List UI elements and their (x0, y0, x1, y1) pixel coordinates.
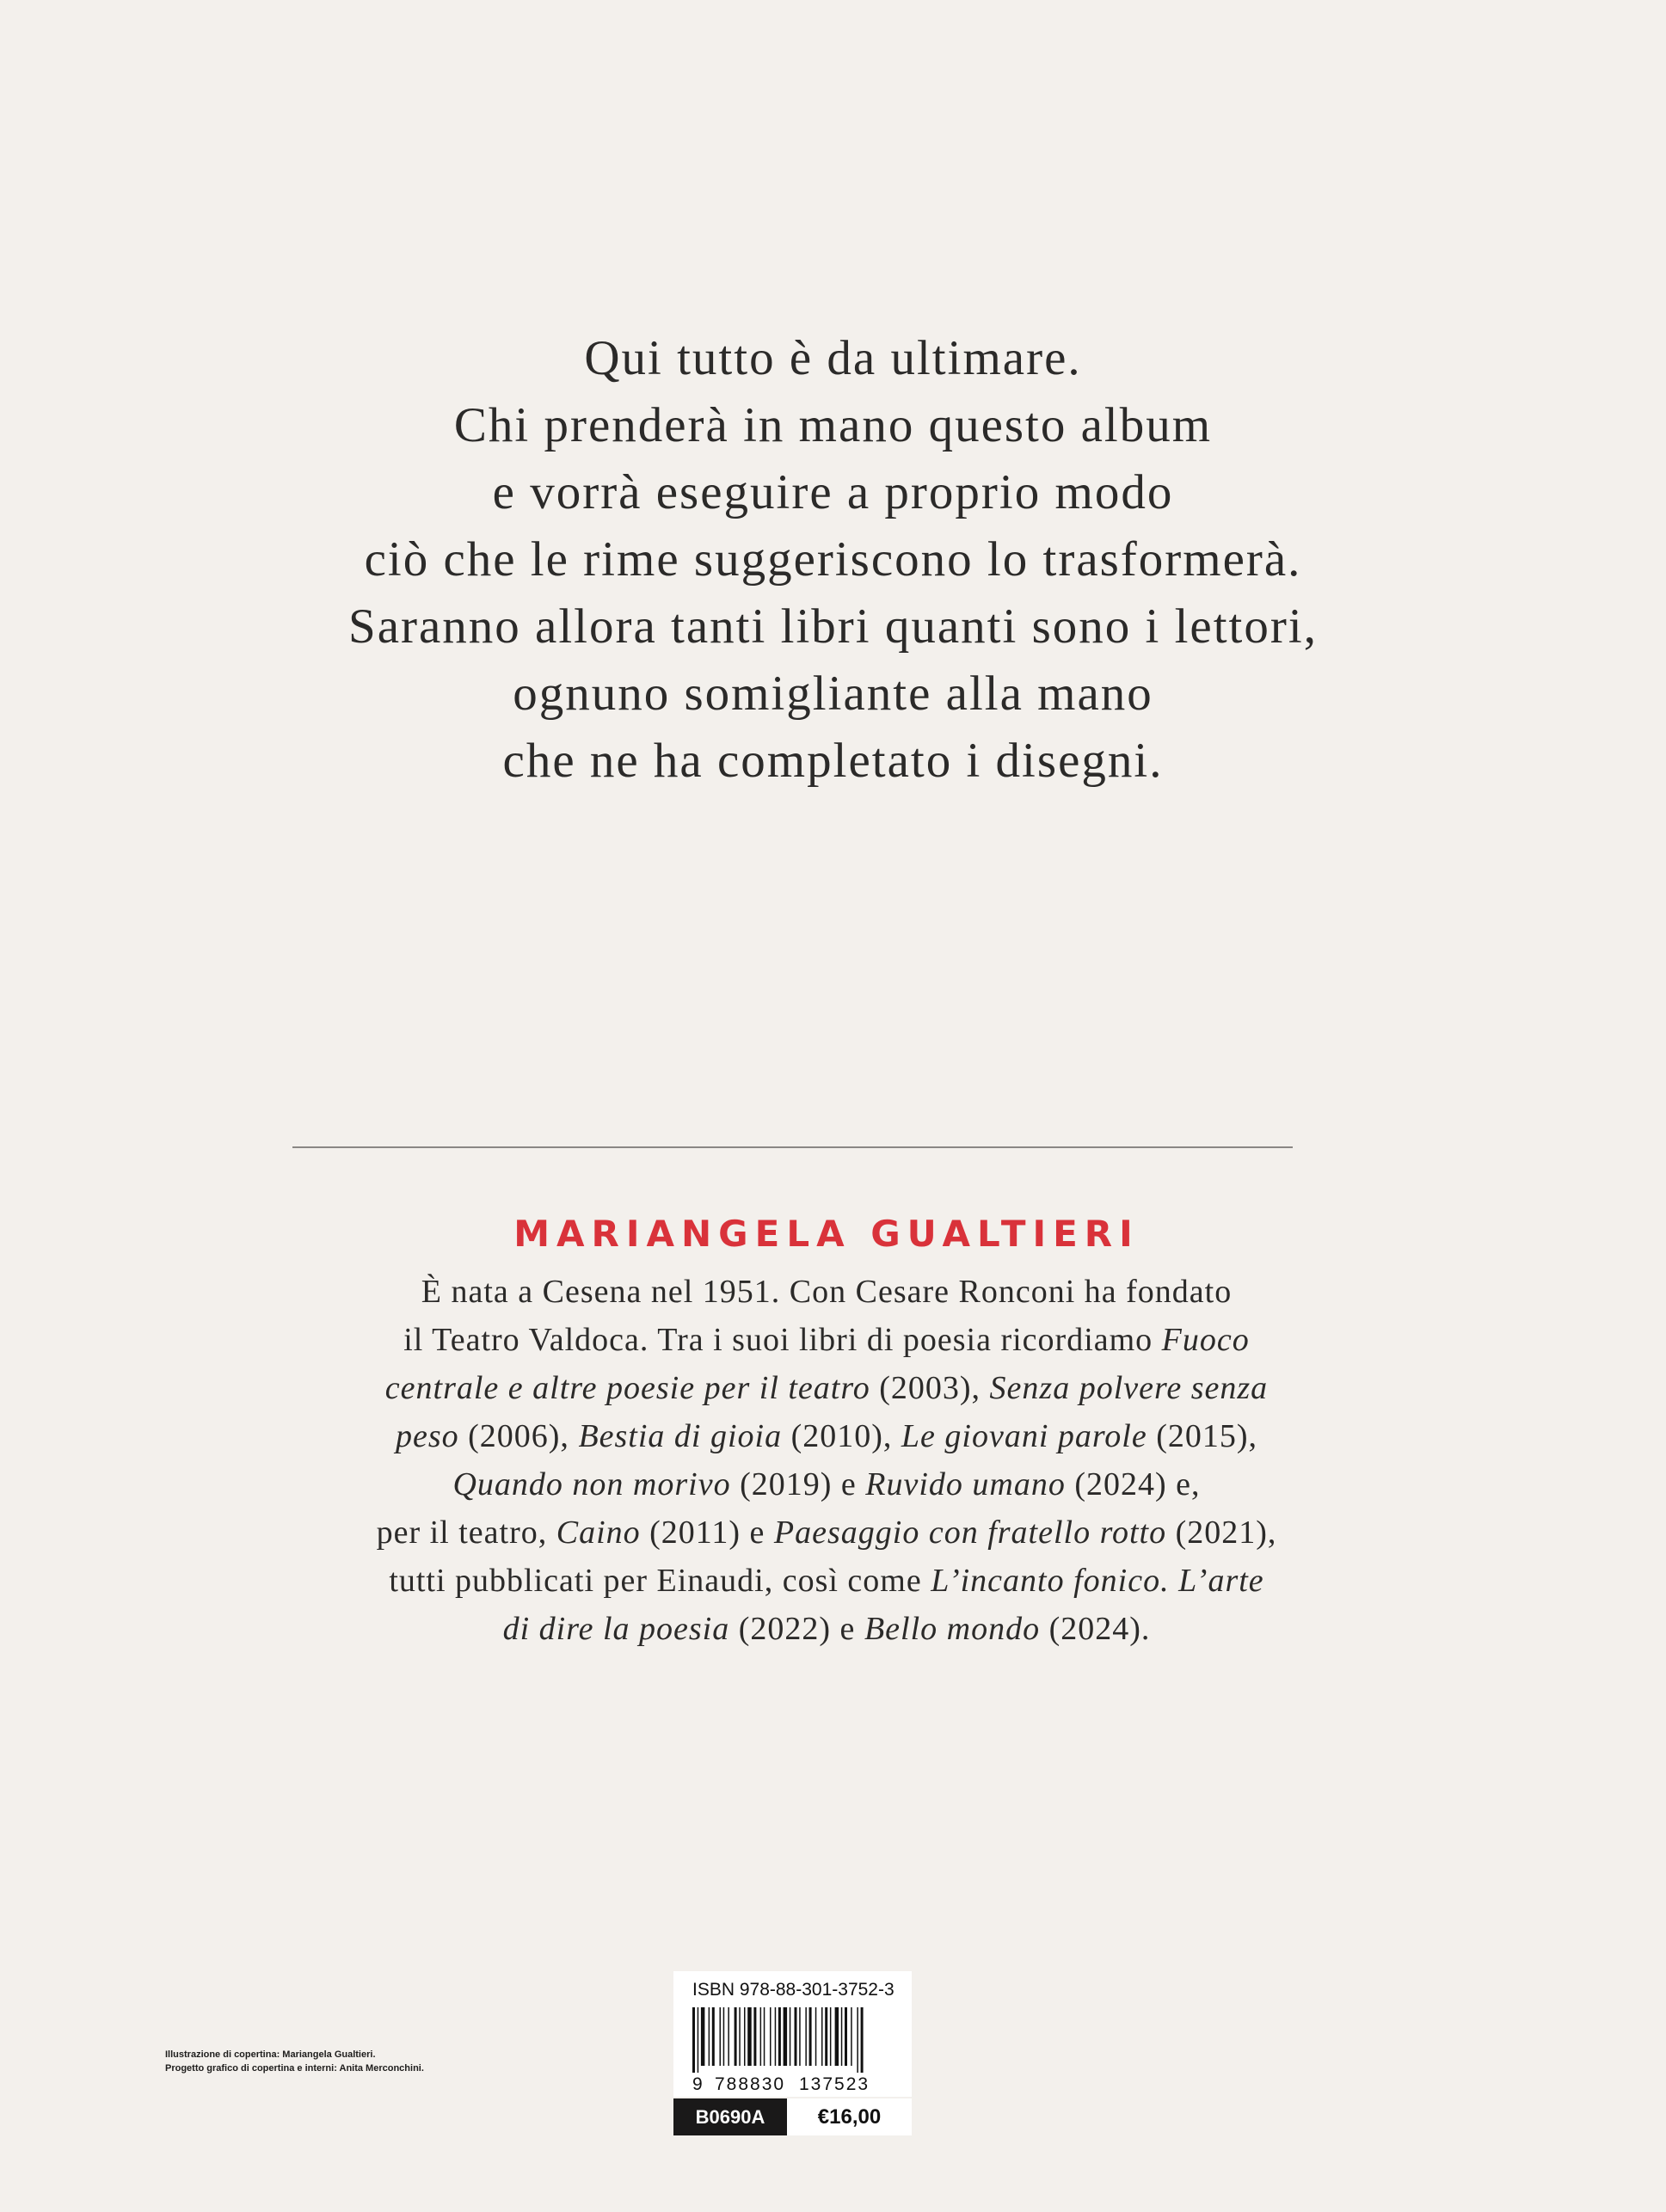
bio-text: È nata a Cesena nel 1951. Con Cesare Ronconi ha fondato (421, 1274, 1233, 1310)
barcode-bar (698, 2007, 699, 2073)
quote-line: Saranno allora tanti libri quanti sono i lettori, (348, 599, 1318, 654)
bio-title-italic: Bello mondo (864, 1611, 1041, 1647)
barcode-bar (728, 2007, 729, 2066)
bio-title-italic: L’incanto fonico. L’arte (931, 1563, 1264, 1599)
isbn-barcode (673, 1971, 912, 2097)
bio-line (0, 1412, 1653, 1460)
design-credit: Progetto grafico di copertina e interni: Anita Merconchini. (165, 2063, 424, 2074)
barcode-bar (790, 2007, 791, 2066)
barcode-bar (775, 2007, 777, 2066)
bio-line (0, 1508, 1653, 1557)
barcode-bar (720, 2007, 722, 2066)
cover-credits (165, 2048, 424, 2075)
bio-text: il Teatro Valdoca. Tra i suoi libri di poesia ricordiamo (403, 1322, 1162, 1358)
barcode-icon (673, 2004, 912, 2095)
barcode-bar (753, 2007, 756, 2066)
bio-line (0, 1268, 1653, 1316)
barcode-bar (744, 2007, 746, 2066)
bio-text: (2003), (870, 1370, 990, 1406)
bio-text: (2022) e (729, 1611, 864, 1647)
bio-text: per il teatro, (376, 1515, 556, 1551)
barcode-bar (857, 2007, 858, 2073)
bio-text: (2006), (458, 1418, 579, 1454)
bio-title-italic: Le giovani parole (901, 1418, 1147, 1454)
bio-title-italic: di dire la poesia (502, 1611, 730, 1647)
barcode-bar (735, 2007, 737, 2066)
barcode-digits-right: 137523 (799, 2074, 870, 2094)
quote-line: ciò che le rime suggeriscono lo trasformerà. (364, 532, 1302, 587)
barcode-bar (739, 2007, 741, 2066)
barcode-bar (701, 2007, 705, 2066)
bio-text: (2019) e (730, 1466, 866, 1502)
bio-text: (2011) e (640, 1515, 774, 1551)
quote-line: Chi prenderà in mano questo album (453, 398, 1213, 452)
barcode-digits-left: 788830 (715, 2074, 786, 2094)
barcode-bar (861, 2007, 864, 2073)
bio-title-italic: Bestia di gioia (578, 1418, 783, 1454)
barcode-bar (712, 2007, 715, 2066)
bio-title-italic: Fuoco (1161, 1322, 1250, 1358)
bio-title-italic: Senza polvere senza (989, 1370, 1269, 1406)
barcode-bar (795, 2007, 797, 2066)
barcode-bar (821, 2007, 823, 2066)
author-biography (0, 1268, 1653, 1653)
bio-line (0, 1605, 1653, 1653)
barcode-bar (851, 2007, 852, 2066)
barcode-bar (809, 2007, 812, 2066)
barcode-bar (760, 2007, 762, 2066)
barcode-bar (799, 2007, 801, 2066)
bio-line (0, 1460, 1653, 1508)
bio-title-italic: centrale e altre poesie per il teatro (384, 1370, 870, 1406)
barcode-digit-first: 9 (692, 2074, 703, 2094)
barcode-bar (747, 2007, 752, 2066)
barcode-bar (825, 2007, 827, 2066)
quote-line: e vorrà eseguire a proprio modo (492, 465, 1174, 519)
barcode-bar (835, 2007, 839, 2066)
bio-title-italic: Caino (556, 1515, 641, 1551)
bio-title-italic: Quando non morivo (452, 1466, 731, 1502)
illustration-credit: Illustrazione di copertina: Mariangela Gualtieri. (165, 2049, 376, 2060)
quote-line: che ne ha completato i disegni. (502, 734, 1164, 788)
bio-text: tutti pubblicati per Einaudi, così come (389, 1563, 931, 1599)
bio-line (0, 1557, 1653, 1605)
bio-text: (2024). (1040, 1611, 1151, 1647)
price-label: €16,00 (787, 2098, 912, 2135)
barcode-bar (845, 2007, 847, 2066)
quote-line: Qui tutto è da ultimare. (584, 331, 1082, 385)
barcode-bar (709, 2007, 710, 2066)
barcode-bar (784, 2007, 788, 2066)
bio-title-italic: Ruvido umano (865, 1466, 1066, 1502)
quote-line: ognuno somigliante alla mano (513, 667, 1153, 721)
barcode-bar (841, 2007, 843, 2066)
bio-text: (2021), (1166, 1515, 1277, 1551)
barcode-bar (692, 2007, 695, 2073)
bio-text: (2010), (782, 1418, 901, 1454)
isbn-number: ISBN 978-88-301-3752-3 (692, 1980, 894, 2000)
barcode-bar (723, 2007, 725, 2066)
price-row (673, 2098, 912, 2135)
product-code: B0690A (673, 2098, 787, 2135)
barcode-bar (805, 2007, 807, 2066)
author-name: MARIANGELA GUALTIERI (513, 1213, 1140, 1255)
bio-line (0, 1316, 1653, 1364)
bio-text: (2015), (1147, 1418, 1258, 1454)
divider-line (292, 1146, 1293, 1148)
barcode-bar (764, 2007, 765, 2066)
barcode-bar (770, 2007, 772, 2066)
bio-text: (2024) e, (1065, 1466, 1201, 1502)
barcode-bar (778, 2007, 781, 2066)
bio-title-italic: peso (395, 1418, 459, 1454)
bio-title-italic: Paesaggio con fratello rotto (773, 1515, 1167, 1551)
barcode-bar (830, 2007, 832, 2066)
barcode-bar (815, 2007, 817, 2066)
back-cover-quote (0, 325, 1666, 795)
bio-line (0, 1364, 1653, 1412)
